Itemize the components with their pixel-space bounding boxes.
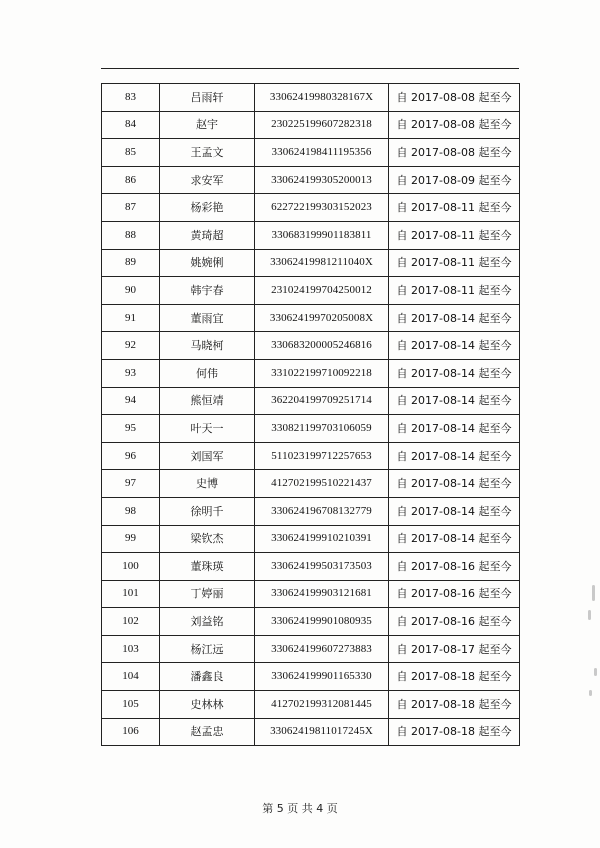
table-row xyxy=(102,277,520,305)
row-number-cell: 101 xyxy=(102,580,160,608)
name-cell: 董珠瑛 xyxy=(160,553,255,581)
start-date-cell: 自 2017-08-18 起至今 xyxy=(389,691,520,719)
id-number-cell: 330624199910210391 xyxy=(255,525,389,553)
table-row xyxy=(102,359,520,387)
scan-artifact xyxy=(588,610,591,620)
name-cell: 杨江远 xyxy=(160,635,255,663)
table-row xyxy=(102,470,520,498)
table-row xyxy=(102,387,520,415)
row-number-cell: 102 xyxy=(102,608,160,636)
row-number-cell: 90 xyxy=(102,277,160,305)
table-row xyxy=(102,608,520,636)
name-cell: 潘鑫良 xyxy=(160,663,255,691)
start-date-cell: 自 2017-08-14 起至今 xyxy=(389,415,520,443)
id-number-cell: 33062419980328167X xyxy=(255,84,389,112)
row-number-cell: 93 xyxy=(102,359,160,387)
id-number-cell: 331022199710092218 xyxy=(255,359,389,387)
id-number-cell: 33062419970205008X xyxy=(255,304,389,332)
table-row xyxy=(102,84,520,112)
row-number-cell: 96 xyxy=(102,442,160,470)
id-number-cell: 362204199709251714 xyxy=(255,387,389,415)
id-number-cell: 511023199712257653 xyxy=(255,442,389,470)
table-row xyxy=(102,249,520,277)
scan-artifact xyxy=(594,668,597,676)
roster-table-body xyxy=(102,84,520,746)
id-number-cell: 330624196708132779 xyxy=(255,497,389,525)
name-cell: 董雨宜 xyxy=(160,304,255,332)
start-date-cell: 自 2017-08-18 起至今 xyxy=(389,663,520,691)
name-cell: 史林林 xyxy=(160,691,255,719)
row-number-cell: 97 xyxy=(102,470,160,498)
scan-artifact xyxy=(592,585,595,601)
row-number-cell: 88 xyxy=(102,221,160,249)
table-row xyxy=(102,415,520,443)
name-cell: 求安军 xyxy=(160,166,255,194)
table-row xyxy=(102,139,520,167)
table-row xyxy=(102,332,520,360)
id-number-cell: 330624198411195356 xyxy=(255,139,389,167)
page-footer xyxy=(0,800,600,816)
table-row xyxy=(102,635,520,663)
table-row xyxy=(102,525,520,553)
name-cell: 杨彩艳 xyxy=(160,194,255,222)
start-date-cell: 自 2017-08-16 起至今 xyxy=(389,580,520,608)
id-number-cell: 330624199607273883 xyxy=(255,635,389,663)
start-date-cell: 自 2017-08-14 起至今 xyxy=(389,359,520,387)
start-date-cell: 自 2017-08-14 起至今 xyxy=(389,387,520,415)
row-number-cell: 103 xyxy=(102,635,160,663)
table-row xyxy=(102,691,520,719)
header-rule xyxy=(101,68,519,69)
table-row xyxy=(102,580,520,608)
id-number-cell: 231024199704250012 xyxy=(255,277,389,305)
id-number-cell: 622722199303152023 xyxy=(255,194,389,222)
row-number-cell: 106 xyxy=(102,718,160,746)
id-number-cell: 330624199901080935 xyxy=(255,608,389,636)
start-date-cell: 自 2017-08-14 起至今 xyxy=(389,470,520,498)
table-row xyxy=(102,663,520,691)
name-cell: 刘益铭 xyxy=(160,608,255,636)
table-row xyxy=(102,221,520,249)
id-number-cell: 330624199305200013 xyxy=(255,166,389,194)
name-cell: 史博 xyxy=(160,470,255,498)
name-cell: 韩宇春 xyxy=(160,277,255,305)
name-cell: 姚婉俐 xyxy=(160,249,255,277)
name-cell: 赵宇 xyxy=(160,111,255,139)
table-row xyxy=(102,166,520,194)
start-date-cell: 自 2017-08-08 起至今 xyxy=(389,111,520,139)
row-number-cell: 85 xyxy=(102,139,160,167)
row-number-cell: 89 xyxy=(102,249,160,277)
start-date-cell: 自 2017-08-11 起至今 xyxy=(389,221,520,249)
id-number-cell: 330624199901165330 xyxy=(255,663,389,691)
name-cell: 何伟 xyxy=(160,359,255,387)
start-date-cell: 自 2017-08-16 起至今 xyxy=(389,553,520,581)
name-cell: 刘国军 xyxy=(160,442,255,470)
table-row xyxy=(102,194,520,222)
start-date-cell: 自 2017-08-14 起至今 xyxy=(389,442,520,470)
table-row xyxy=(102,442,520,470)
start-date-cell: 自 2017-08-14 起至今 xyxy=(389,525,520,553)
start-date-cell: 自 2017-08-09 起至今 xyxy=(389,166,520,194)
name-cell: 赵孟忠 xyxy=(160,718,255,746)
roster-table xyxy=(101,83,520,746)
row-number-cell: 100 xyxy=(102,553,160,581)
table-row xyxy=(102,304,520,332)
row-number-cell: 86 xyxy=(102,166,160,194)
start-date-cell: 自 2017-08-11 起至今 xyxy=(389,249,520,277)
row-number-cell: 94 xyxy=(102,387,160,415)
row-number-cell: 84 xyxy=(102,111,160,139)
name-cell: 梁钦杰 xyxy=(160,525,255,553)
id-number-cell: 412702199510221437 xyxy=(255,470,389,498)
id-number-cell: 330624199503173503 xyxy=(255,553,389,581)
start-date-cell: 自 2017-08-11 起至今 xyxy=(389,277,520,305)
scan-artifact xyxy=(589,690,592,696)
table-row xyxy=(102,718,520,746)
start-date-cell: 自 2017-08-16 起至今 xyxy=(389,608,520,636)
row-number-cell: 87 xyxy=(102,194,160,222)
name-cell: 王孟文 xyxy=(160,139,255,167)
id-number-cell: 330683199901183811 xyxy=(255,221,389,249)
name-cell: 吕雨轩 xyxy=(160,84,255,112)
start-date-cell: 自 2017-08-18 起至今 xyxy=(389,718,520,746)
id-number-cell: 330821199703106059 xyxy=(255,415,389,443)
start-date-cell: 自 2017-08-14 起至今 xyxy=(389,304,520,332)
row-number-cell: 105 xyxy=(102,691,160,719)
name-cell: 叶天一 xyxy=(160,415,255,443)
row-number-cell: 104 xyxy=(102,663,160,691)
name-cell: 徐明千 xyxy=(160,497,255,525)
name-cell: 黄琦超 xyxy=(160,221,255,249)
start-date-cell: 自 2017-08-14 起至今 xyxy=(389,497,520,525)
table-row xyxy=(102,553,520,581)
id-number-cell: 412702199312081445 xyxy=(255,691,389,719)
row-number-cell: 98 xyxy=(102,497,160,525)
id-number-cell: 330624199903121681 xyxy=(255,580,389,608)
page-number-label: 第 5 页 共 4 页 xyxy=(262,802,338,815)
id-number-cell: 33062419981211040X xyxy=(255,249,389,277)
name-cell: 马晓柯 xyxy=(160,332,255,360)
id-number-cell: 330683200005246816 xyxy=(255,332,389,360)
row-number-cell: 99 xyxy=(102,525,160,553)
table-row xyxy=(102,111,520,139)
id-number-cell: 230225199607282318 xyxy=(255,111,389,139)
start-date-cell: 自 2017-08-08 起至今 xyxy=(389,84,520,112)
row-number-cell: 83 xyxy=(102,84,160,112)
row-number-cell: 95 xyxy=(102,415,160,443)
start-date-cell: 自 2017-08-08 起至今 xyxy=(389,139,520,167)
id-number-cell: 33062419811017245X xyxy=(255,718,389,746)
row-number-cell: 92 xyxy=(102,332,160,360)
start-date-cell: 自 2017-08-11 起至今 xyxy=(389,194,520,222)
row-number-cell: 91 xyxy=(102,304,160,332)
start-date-cell: 自 2017-08-17 起至今 xyxy=(389,635,520,663)
table-row xyxy=(102,497,520,525)
start-date-cell: 自 2017-08-14 起至今 xyxy=(389,332,520,360)
name-cell: 熊恒靖 xyxy=(160,387,255,415)
name-cell: 丁婷丽 xyxy=(160,580,255,608)
